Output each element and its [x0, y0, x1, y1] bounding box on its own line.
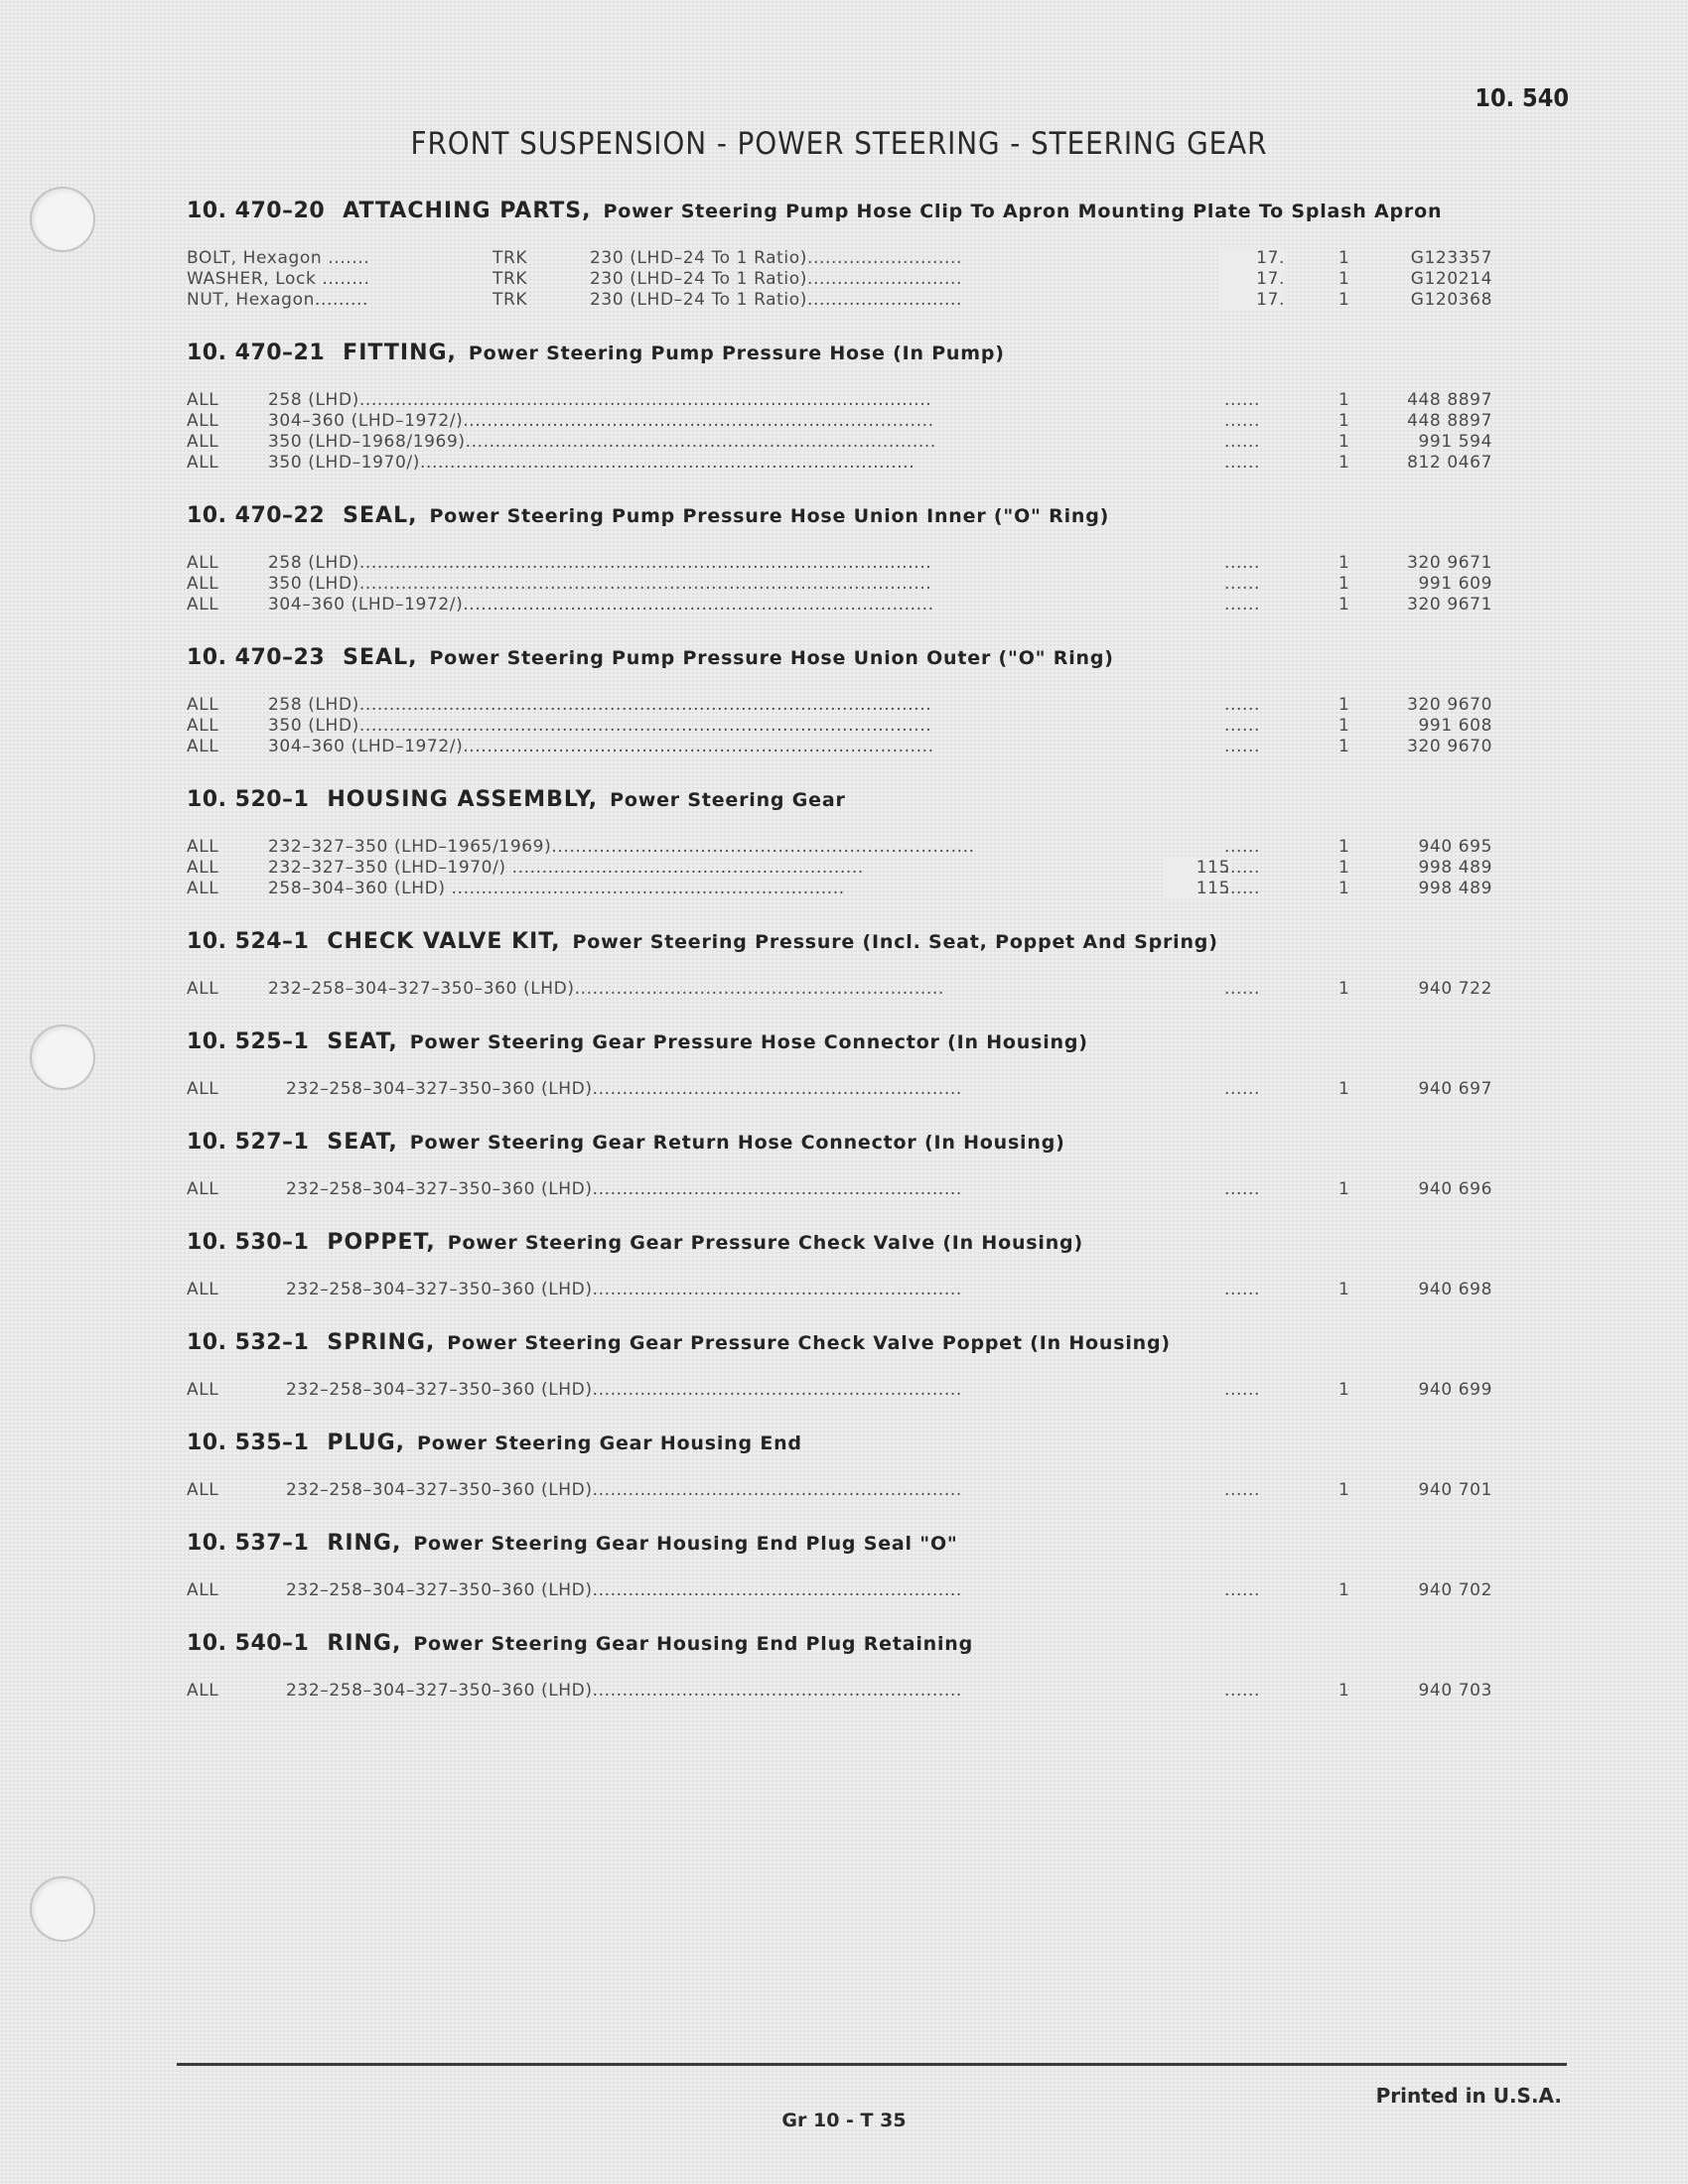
parts-section	[187, 1623, 1517, 1702]
section-description: Power Steering Gear Housing End Plug Retaining	[413, 1633, 974, 1655]
row-description: 232–327–350 (LHD–1970/) ...........................................................	[268, 858, 864, 878]
row-figure: 115	[1165, 858, 1230, 879]
row-type: TRK	[492, 269, 528, 289]
part-row	[187, 595, 1517, 615]
row-description: 230 (LHD–24 To 1 Ratio)..........................	[590, 248, 963, 268]
section-rows	[187, 679, 1517, 757]
row-quantity: 1	[1338, 1380, 1350, 1400]
section-name: SEAT,	[327, 1130, 398, 1155]
row-figure: 17.	[1219, 269, 1285, 290]
part-row	[187, 290, 1517, 311]
parts-section	[187, 1222, 1517, 1300]
row-part-number: 320 9670	[1407, 695, 1492, 715]
row-type: TRK	[492, 248, 528, 268]
section-name: CHECK VALVE KIT,	[327, 929, 561, 954]
section-name: POPPET,	[327, 1230, 436, 1255]
row-part-number: 940 702	[1418, 1580, 1492, 1600]
part-row	[187, 879, 1517, 899]
row-leader: ......	[1224, 1681, 1261, 1701]
parts-section	[187, 333, 1517, 474]
section-code: 10. 470–20	[187, 199, 326, 223]
row-leader: ......	[1224, 1280, 1261, 1299]
row-part-number: 448 8897	[1407, 411, 1492, 431]
section-rows	[187, 1464, 1517, 1501]
row-quantity: 1	[1338, 1681, 1350, 1701]
section-code: 10. 537–1	[187, 1531, 310, 1556]
row-part-number: 940 699	[1418, 1380, 1492, 1400]
parts-section	[187, 921, 1517, 1000]
row-leader: ......	[1224, 1179, 1261, 1199]
row-part-number: 320 9671	[1407, 553, 1492, 573]
row-quantity: 1	[1338, 411, 1350, 431]
row-leader: ......	[1224, 553, 1261, 573]
row-model: ALL	[187, 879, 219, 898]
parts-list	[187, 191, 1517, 1702]
part-row	[187, 1480, 1517, 1501]
section-rows	[187, 374, 1517, 474]
part-row	[187, 1681, 1517, 1702]
section-name: FITTING,	[343, 341, 457, 365]
row-quantity: 1	[1338, 432, 1350, 452]
section-name: PLUG,	[327, 1431, 406, 1455]
section-heading	[187, 637, 1517, 679]
row-description: 350 (LHD–1968/1969)...............................................................................	[268, 432, 936, 452]
parts-section	[187, 1022, 1517, 1100]
section-description: Power Steering Gear	[610, 789, 846, 811]
row-type: TRK	[492, 290, 528, 310]
section-code: 10. 535–1	[187, 1431, 310, 1455]
section-code: 10. 470–23	[187, 645, 326, 670]
row-quantity: 1	[1338, 858, 1350, 878]
group-reference: Gr 10 - T 35	[781, 2110, 907, 2131]
row-description: 232–258–304–327–350–360 (LHD)..............................................................	[286, 1179, 962, 1199]
row-model: ALL	[187, 737, 219, 756]
section-name: RING,	[327, 1631, 402, 1656]
row-model: ALL	[187, 574, 219, 594]
part-row	[187, 1380, 1517, 1401]
row-description: 230 (LHD–24 To 1 Ratio)..........................	[590, 290, 963, 310]
row-model: WASHER, Lock ........	[187, 269, 370, 289]
row-part-number: 940 722	[1418, 979, 1492, 999]
section-code: 10. 530–1	[187, 1230, 310, 1255]
row-leader: ......	[1224, 716, 1261, 736]
row-part-number: 940 703	[1418, 1681, 1492, 1701]
part-row	[187, 390, 1517, 411]
section-description: Power Steering Pump Pressure Hose Union Outer ("O" Ring)	[429, 647, 1114, 669]
section-heading	[187, 1523, 1517, 1565]
section-rows	[187, 1665, 1517, 1702]
row-leader: ......	[1224, 737, 1261, 756]
row-part-number: 320 9670	[1407, 737, 1492, 756]
part-row	[187, 716, 1517, 737]
row-model: ALL	[187, 1079, 219, 1099]
section-rows	[187, 232, 1517, 311]
row-leader: ......	[1224, 1580, 1261, 1600]
row-description: 304–360 (LHD–1972/)...............................................................................	[268, 595, 934, 614]
row-model: ALL	[187, 1580, 219, 1600]
row-model: ALL	[187, 595, 219, 614]
section-name: RING,	[327, 1531, 402, 1556]
section-heading	[187, 779, 1517, 821]
row-leader: ......	[1224, 411, 1261, 431]
row-quantity: 1	[1338, 1580, 1350, 1600]
section-rows	[187, 1565, 1517, 1601]
section-heading	[187, 1423, 1517, 1464]
row-model: ALL	[187, 1681, 219, 1701]
row-part-number: G123357	[1410, 248, 1492, 268]
page-number: 10. 540	[1475, 83, 1569, 112]
footer-rule	[177, 2063, 1567, 2066]
section-description: Power Steering Pressure (Incl. Seat, Poppet And Spring)	[572, 931, 1218, 953]
row-part-number: 940 695	[1418, 837, 1492, 857]
row-leader: ......	[1224, 574, 1261, 594]
parts-section	[187, 779, 1517, 899]
section-rows	[187, 1264, 1517, 1300]
row-part-number: 320 9671	[1407, 595, 1492, 614]
row-model: ALL	[187, 1480, 219, 1500]
section-name: SEAT,	[327, 1029, 398, 1054]
part-row	[187, 553, 1517, 574]
section-heading	[187, 1623, 1517, 1665]
row-leader: ......	[1224, 695, 1261, 715]
row-figure: 17.	[1219, 290, 1285, 311]
row-quantity: 1	[1338, 1179, 1350, 1199]
section-rows	[187, 1364, 1517, 1401]
row-model: ALL	[187, 716, 219, 736]
part-row	[187, 837, 1517, 858]
row-part-number: 448 8897	[1407, 390, 1492, 410]
row-quantity: 1	[1338, 290, 1350, 310]
section-code: 10. 524–1	[187, 929, 310, 954]
row-part-number: 998 489	[1418, 879, 1492, 898]
row-quantity: 1	[1338, 453, 1350, 473]
row-leader: ......	[1224, 432, 1261, 452]
row-description: 232–258–304–327–350–360 (LHD)..............................................................	[286, 1480, 962, 1500]
row-description: 258–304–360 (LHD) ..................................................................	[268, 879, 845, 898]
part-row	[187, 411, 1517, 432]
parts-section	[187, 1523, 1517, 1601]
section-rows	[187, 821, 1517, 899]
section-code: 10. 527–1	[187, 1130, 310, 1155]
section-code: 10. 520–1	[187, 787, 310, 812]
row-part-number: 940 696	[1418, 1179, 1492, 1199]
row-description: 232–258–304–327–350–360 (LHD)..............................................................	[286, 1079, 962, 1099]
section-code: 10. 470–21	[187, 341, 326, 365]
row-part-number: 991 608	[1418, 716, 1492, 736]
section-heading	[187, 1022, 1517, 1063]
parts-section	[187, 1322, 1517, 1401]
row-quantity: 1	[1338, 269, 1350, 289]
section-code: 10. 540–1	[187, 1631, 310, 1656]
section-description: Power Steering Pump Pressure Hose Union Inner ("O" Ring)	[429, 505, 1110, 527]
part-row	[187, 858, 1517, 879]
row-model: ALL	[187, 453, 219, 473]
row-model: ALL	[187, 1179, 219, 1199]
section-heading	[187, 333, 1517, 374]
row-quantity: 1	[1338, 390, 1350, 410]
row-quantity: 1	[1338, 248, 1350, 268]
section-heading	[187, 1322, 1517, 1364]
row-quantity: 1	[1338, 837, 1350, 857]
row-description: 232–258–304–327–350–360 (LHD)..............................................................	[286, 1280, 962, 1299]
row-part-number: 940 701	[1418, 1480, 1492, 1500]
section-heading	[187, 1122, 1517, 1163]
binder-hole-middle	[30, 1024, 95, 1090]
section-rows	[187, 1063, 1517, 1100]
section-description: Power Steering Gear Pressure Hose Connector (In Housing)	[409, 1031, 1088, 1053]
row-model: NUT, Hexagon.........	[187, 290, 368, 310]
row-leader: ......	[1224, 837, 1261, 857]
row-description: 304–360 (LHD–1972/)...............................................................................	[268, 737, 934, 756]
parts-section	[187, 637, 1517, 757]
row-model: ALL	[187, 858, 219, 878]
row-part-number: G120368	[1410, 290, 1492, 310]
row-description: 258 (LHD)................................................................................................	[268, 695, 932, 715]
section-rows	[187, 1163, 1517, 1200]
row-quantity: 1	[1338, 1280, 1350, 1299]
section-code: 10. 532–1	[187, 1330, 310, 1355]
row-part-number: 991 594	[1418, 432, 1492, 452]
part-row	[187, 1079, 1517, 1100]
row-quantity: 1	[1338, 716, 1350, 736]
part-row	[187, 695, 1517, 716]
row-description: 350 (LHD)................................................................................................	[268, 716, 932, 736]
row-part-number: 812 0467	[1407, 453, 1492, 473]
row-leader: ......	[1224, 858, 1261, 878]
row-description: 232–258–304–327–350–360 (LHD)..............................................................	[286, 1681, 962, 1701]
row-leader: ......	[1224, 595, 1261, 614]
row-model: ALL	[187, 432, 219, 452]
row-description: 258 (LHD)................................................................................................	[268, 553, 932, 573]
part-row	[187, 1580, 1517, 1601]
row-part-number: 940 698	[1418, 1280, 1492, 1299]
row-description: 232–258–304–327–350–360 (LHD)..............................................................	[286, 1380, 962, 1400]
row-leader: ......	[1224, 979, 1261, 999]
part-row	[187, 248, 1517, 269]
row-description: 232–258–304–327–350–360 (LHD)..............................................................	[268, 979, 944, 999]
section-rows	[187, 963, 1517, 1000]
row-quantity: 1	[1338, 979, 1350, 999]
section-name: SEAL,	[343, 645, 418, 670]
section-code: 10. 525–1	[187, 1029, 310, 1054]
row-quantity: 1	[1338, 879, 1350, 898]
binder-hole-bottom	[30, 1876, 95, 1942]
row-model: ALL	[187, 1380, 219, 1400]
row-leader: ......	[1224, 1480, 1261, 1500]
row-leader: ......	[1224, 879, 1261, 898]
row-figure: 115	[1165, 879, 1230, 899]
row-description: 232–327–350 (LHD–1965/1969).......................................................................	[268, 837, 975, 857]
row-part-number: 998 489	[1418, 858, 1492, 878]
row-part-number: 940 697	[1418, 1079, 1492, 1099]
binder-hole-top	[30, 187, 95, 252]
section-heading	[187, 191, 1517, 232]
section-description: Power Steering Gear Return Hose Connector (In Housing)	[409, 1132, 1065, 1154]
section-name: SEAL,	[343, 503, 418, 528]
row-description: 350 (LHD–1970/)...................................................................................	[268, 453, 915, 473]
row-quantity: 1	[1338, 695, 1350, 715]
section-name: ATTACHING PARTS,	[343, 199, 592, 223]
part-row	[187, 269, 1517, 290]
row-quantity: 1	[1338, 1480, 1350, 1500]
section-name: SPRING,	[327, 1330, 436, 1355]
row-description: 350 (LHD)................................................................................................	[268, 574, 932, 594]
row-model: ALL	[187, 1280, 219, 1299]
section-description: Power Steering Gear Pressure Check Valve Poppet (In Housing)	[447, 1332, 1171, 1354]
row-model: BOLT, Hexagon .......	[187, 248, 370, 268]
part-row	[187, 432, 1517, 453]
row-quantity: 1	[1338, 595, 1350, 614]
row-leader: ......	[1224, 390, 1261, 410]
part-row	[187, 737, 1517, 757]
section-description: Power Steering Gear Housing End Plug Seal "O"	[413, 1533, 958, 1555]
parts-section	[187, 1122, 1517, 1200]
part-row	[187, 1179, 1517, 1200]
row-model: ALL	[187, 837, 219, 857]
part-row	[187, 453, 1517, 474]
page-title: FRONT SUSPENSION - POWER STEERING - STEERING GEAR	[410, 126, 1268, 162]
row-quantity: 1	[1338, 553, 1350, 573]
row-leader: ......	[1224, 1079, 1261, 1099]
section-heading	[187, 921, 1517, 963]
parts-section	[187, 1423, 1517, 1501]
row-model: ALL	[187, 390, 219, 410]
row-quantity: 1	[1338, 574, 1350, 594]
part-row	[187, 979, 1517, 1000]
row-figure: 17.	[1219, 248, 1285, 269]
section-heading	[187, 495, 1517, 537]
parts-section	[187, 495, 1517, 615]
printed-in-label: Printed in U.S.A.	[1375, 2084, 1562, 2108]
row-part-number: G120214	[1410, 269, 1492, 289]
parts-section	[187, 191, 1517, 311]
section-code: 10. 470–22	[187, 503, 326, 528]
part-row	[187, 574, 1517, 595]
row-model: ALL	[187, 411, 219, 431]
row-quantity: 1	[1338, 1079, 1350, 1099]
row-model: ALL	[187, 553, 219, 573]
row-model: ALL	[187, 979, 219, 999]
row-quantity: 1	[1338, 737, 1350, 756]
row-description: 258 (LHD)................................................................................................	[268, 390, 932, 410]
row-part-number: 991 609	[1418, 574, 1492, 594]
section-description: Power Steering Pump Hose Clip To Apron Mounting Plate To Splash Apron	[603, 201, 1443, 222]
row-description: 230 (LHD–24 To 1 Ratio)..........................	[590, 269, 963, 289]
section-description: Power Steering Gear Pressure Check Valve (In Housing)	[447, 1232, 1083, 1254]
section-description: Power Steering Gear Housing End	[417, 1433, 802, 1454]
row-description: 304–360 (LHD–1972/)...............................................................................	[268, 411, 934, 431]
section-heading	[187, 1222, 1517, 1264]
section-name: HOUSING ASSEMBLY,	[327, 787, 599, 812]
row-leader: ......	[1224, 1380, 1261, 1400]
section-rows	[187, 537, 1517, 615]
section-description: Power Steering Pump Pressure Hose (In Pump)	[468, 342, 1005, 364]
row-description: 232–258–304–327–350–360 (LHD)..............................................................	[286, 1580, 962, 1600]
row-model: ALL	[187, 695, 219, 715]
part-row	[187, 1280, 1517, 1300]
row-leader: ......	[1224, 453, 1261, 473]
